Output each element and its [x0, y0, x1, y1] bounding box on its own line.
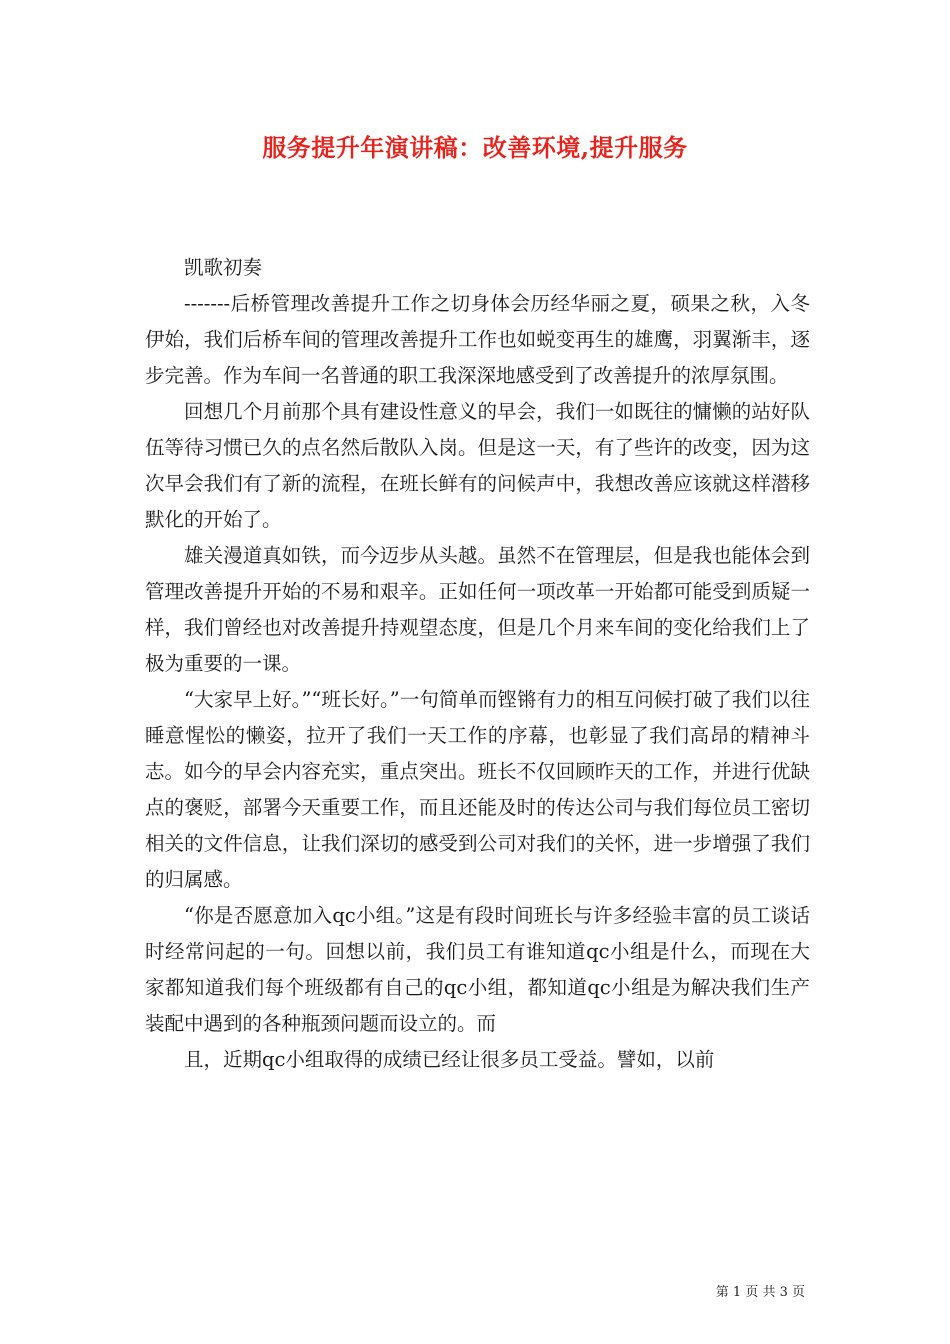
- paragraph-1: 凯歌初奏: [184, 256, 263, 279]
- document-body: [145, 250, 810, 1078]
- document-title: 服务提升年演讲稿：改善环境,提升服务: [262, 133, 688, 162]
- paragraph-4: 雄关漫道真如铁，而今迈步从头越。虽然不在管理层，但是我也能体会到管理改善提升开始的不易和艰辛。正如任何一项改革一开始都可能受到质疑一样，我们曾经也对改善提升持观望态度，但是几个月来车间的变化给我们上了极为重要的一课。: [145, 544, 810, 675]
- paragraph-7: 且，近期qc小组取得的成绩已经让很多员工受益。譬如，以前: [184, 1048, 715, 1071]
- paragraph-3: 回想几个月前那个具有建设性意义的早会，我们一如既往的慵懒的站好队伍等待习惯已久的点名然后散队入岗。但是这一天，有了些许的改变，因为这次早会我们有了新的流程，在班长鲜有的问候声中，我想改善应该就这样潜移默化的开始了。: [145, 400, 810, 531]
- paragraph-5: “大家早上好。”“班长好。”一句简单而铿锵有力的相互问候打破了我们以往睡意惺忪的懒姿，拉开了我们一天工作的序幕，也彰显了我们高昂的精神斗志。如今的早会内容充实，重点突出。班长不仅回顾昨天的工作，并进行优缺点的褒贬，部署今天重要工作，而且还能及时的传达公司与我们每位员工密切相关的文件信息，让我们深切的感受到公司对我们的关怀，进一步增强了我们的归属感。: [145, 688, 810, 891]
- paragraph-6: “你是否愿意加入qc小组。”这是有段时间班长与许多经验丰富的员工谈话时经常问起的一句。回想以前，我们员工有谁知道qc小组是什么，而现在大家都知道我们每个班级都有自己的qc小组，都知道qc小组是为解决我们生产装配中遇到的各种瓶颈问题而设立的。而: [145, 904, 810, 1035]
- page-number-footer: 第 1 页 共 3 页: [715, 1285, 805, 1300]
- paragraph-2: -------后桥管理改善提升工作之切身体会历经华丽之夏，硕果之秋，入冬伊始，我们后桥车间的管理改善提升工作也如蜕变再生的雄鹰，羽翼渐丰，逐步完善。作为车间一名普通的职工我深深地感受到了改善提升的浓厚氛围。: [145, 292, 810, 387]
